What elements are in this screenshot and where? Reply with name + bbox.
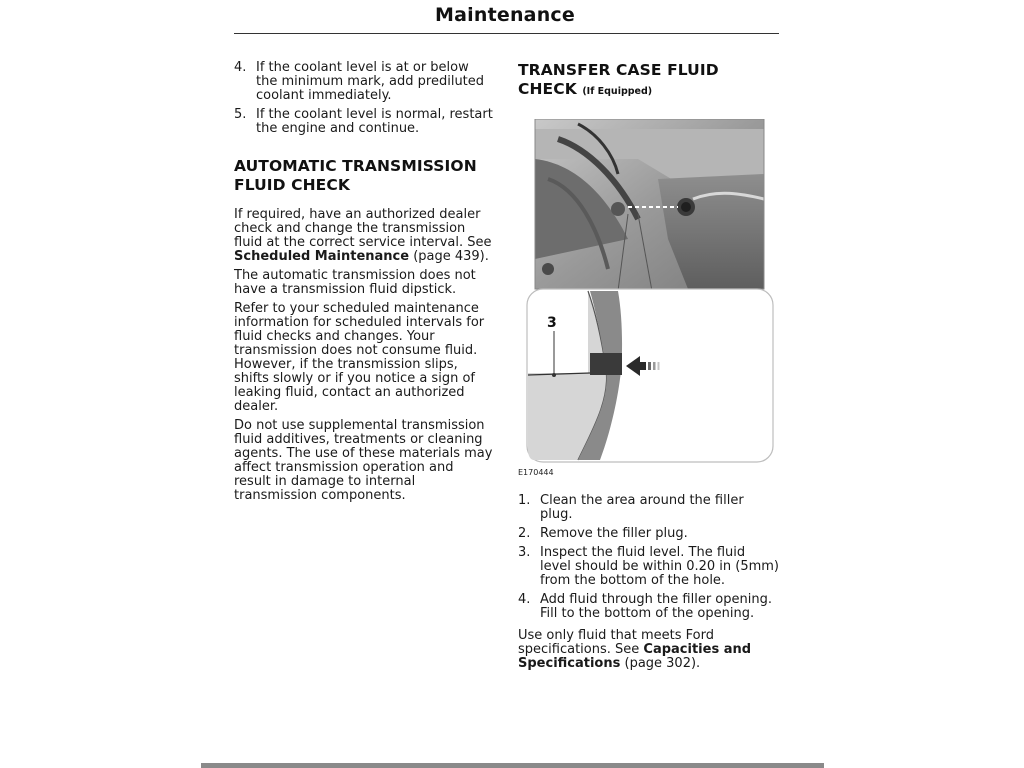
list-item [518,494,780,522]
atf-paragraph-4: Do not use supplemental transmission fluid additives, treatments or cleaning agents. The use of these materials may affect transmission operation and result in damage to internal transmission components. [234,418,493,503]
header-rule [234,33,779,34]
list-item [234,108,494,136]
atf-heading: AUTOMATIC TRANSMISSION FLUID CHECK [234,157,477,194]
heading-line-1: TRANSFER CASE FLUID [518,61,719,79]
fluid-spec-paragraph [518,629,780,671]
step-text: Remove the filler plug. [540,526,688,541]
transfer-case-heading [518,61,780,101]
fluid-spec-page: (page 302). [620,656,701,671]
step-number: 4. [518,592,531,607]
step-text: Inspect the fluid level. The fluid level should be within 0.20 in (5mm) from the bottom of the hole. [540,545,779,588]
figure-code: E170444 [518,468,554,477]
step-number: 3. [518,545,531,560]
list-item [518,527,780,541]
atf-p1-page: (page 439). [409,249,489,264]
engine-photo [535,119,764,289]
footer-bar [201,763,824,768]
step-text: Add fluid through the filler opening. Fill to the bottom of the opening. [540,592,772,621]
atf-paragraph-2: The automatic transmission does not have a transmission fluid dipstick. [234,268,476,297]
transfer-case-steps-list [518,494,780,621]
atf-p1-text: If required, have an authorized dealer check and change the transmission fluid at the correct service interval. See [234,207,492,250]
filler-plug-svg [518,119,780,464]
coolant-steps-list [234,61,494,136]
heading-suffix: (If Equipped) [582,86,653,97]
page-title: Maintenance [435,4,575,26]
list-item [518,546,780,588]
step-text: Clean the area around the filler plug. [540,493,744,522]
step-number: 5. [234,107,247,122]
step-number: 4. [234,60,247,75]
scheduled-maintenance-link[interactable]: Scheduled Maintenance [234,249,410,264]
callout-number: 3 [547,315,557,331]
list-item [518,593,780,621]
right-column [518,61,780,676]
capacities-link[interactable]: Capacities and Specifications [518,642,752,671]
atf-paragraph-3: Refer to your scheduled maintenance information for scheduled intervals for fluid checks and changes. Your transmission does not consume fluid. However, if the transmission slips, shifts slowly or if you notice a sign of leaking fluid, contact an authorized dealer. [234,301,485,414]
left-column [234,61,494,508]
atf-paragraph-1 [234,208,494,264]
step-text: If the coolant level is at or below the minimum mark, add prediluted coolant immediately. [256,60,485,103]
heading-line-2: CHECK [518,80,577,98]
filler-plug-illustration [518,119,780,464]
fluid-level-detail-inset [527,289,773,462]
fluid-spec-text: Use only fluid that meets Ford specifications. See [518,628,715,657]
step-text: If the coolant level is normal, restart the engine and continue. [256,107,493,136]
step-number: 1. [518,493,531,508]
step-number: 2. [518,526,531,541]
list-item [234,61,494,103]
